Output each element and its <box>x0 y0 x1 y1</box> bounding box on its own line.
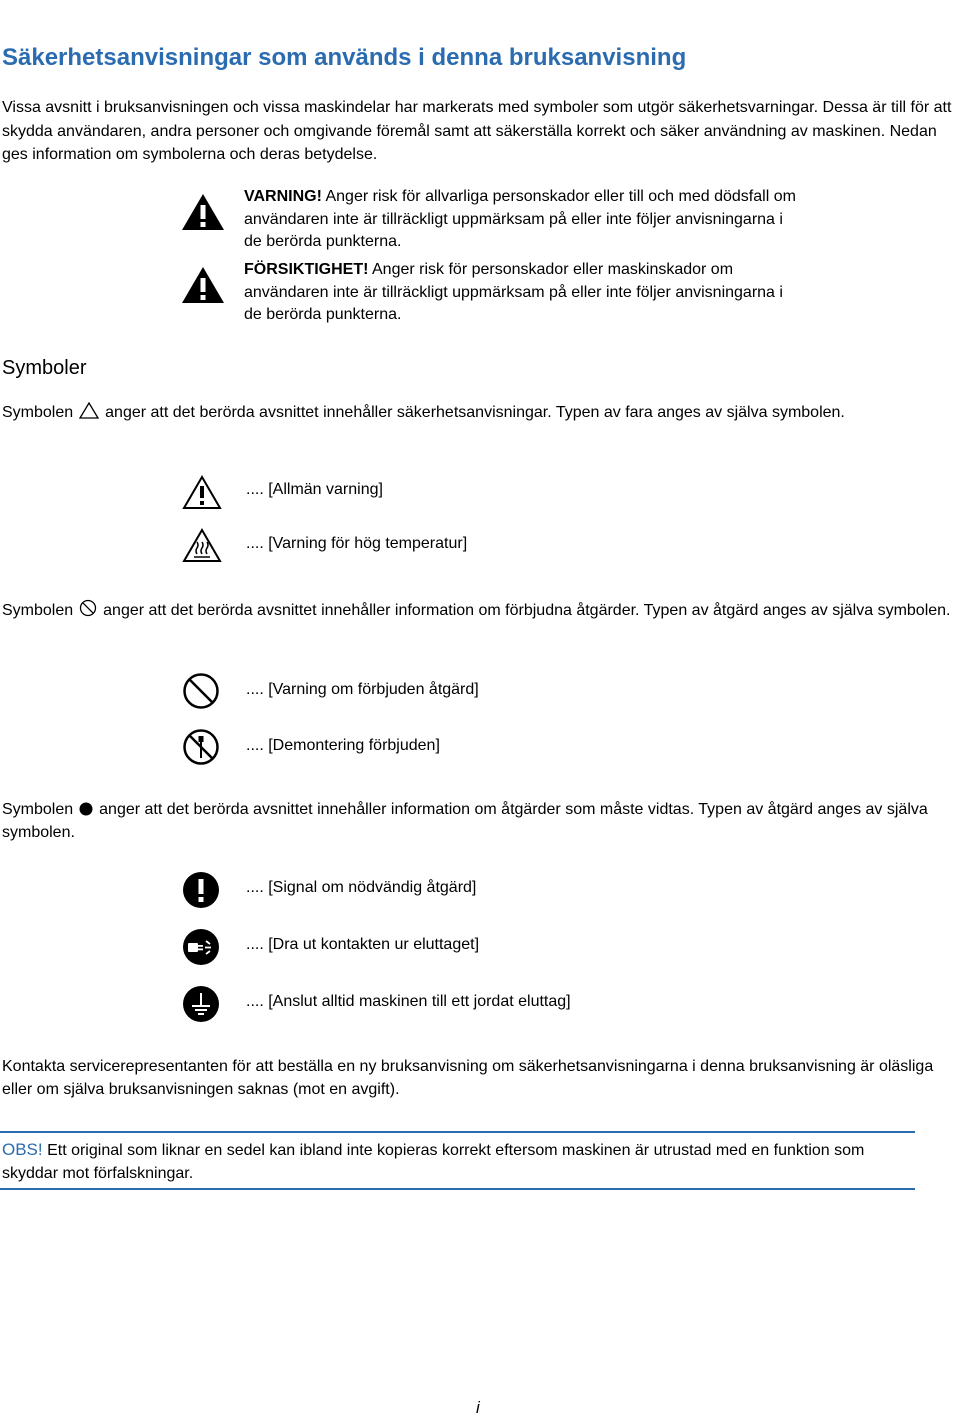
prohibit-para-after: anger att det berörda avsnittet innehåller information om förbjudna åtgärder. Typen av åtgärd anges av själva symbolen. <box>103 602 951 619</box>
obs-text: Ett original som liknar en sedel kan ibland inte kopieras korrekt eftersom maskinen är utrustad med en funktion som skyddar mot förfalskningar. <box>2 1142 865 1182</box>
prohibit-paragraph <box>2 599 960 622</box>
caution-text <box>244 259 804 327</box>
obs-top-divider <box>0 1131 915 1133</box>
disassembly-prohibited-icon <box>182 728 220 766</box>
triangle-outline-icon <box>79 402 99 419</box>
caution-description: Anger risk för personskador eller maskinskador om användaren inte är tillräckligt uppmärksam på eller inte följer anvisningarna i de berörda punkterna. <box>244 261 783 323</box>
unplug-label: .... [Dra ut kontakten ur eluttaget] <box>246 936 480 953</box>
prohibit-outline-icon <box>79 599 97 617</box>
general-warning-icon <box>182 475 222 510</box>
caution-label: FÖRSIKTIGHET! <box>244 261 369 278</box>
disassembly-prohibited-label: .... [Demontering förbjuden] <box>246 737 440 754</box>
ground-icon <box>182 985 220 1023</box>
warning-filled-icon <box>181 193 225 231</box>
unplug-icon <box>182 928 220 966</box>
mandatory-action-icon <box>182 871 220 909</box>
mandatory-para-after: anger att det berörda avsnittet innehåller information om åtgärder som måste vidtas. Typen av åtgärd anges av själva symbolen. <box>2 801 928 841</box>
triangle-paragraph <box>2 401 960 424</box>
page-number: i <box>476 1398 480 1417</box>
page-title: Säkerhetsanvisningar som används i denna bruksanvisning <box>2 44 687 71</box>
triangle-para-before: Symbolen <box>2 404 74 421</box>
obs-label: OBS! <box>2 1140 43 1159</box>
high-temperature-label: .... [Varning för hög temperatur] <box>246 535 468 552</box>
mandatory-para-before: Symbolen <box>2 801 74 818</box>
symbols-heading: Symboler <box>2 357 87 379</box>
warning-label: VARNING! <box>244 188 322 205</box>
contact-paragraph: Kontakta servicerepresentanten för att beställa en ny bruksanvisning om säkerhetsanvisningarna i denna bruksanvisning är oläsliga eller om själva bruksanvisningen saknas (mot en avgift). <box>2 1058 934 1098</box>
mandatory-paragraph <box>2 798 960 844</box>
intro-paragraph: Vissa avsnitt i bruksanvisningen och vissa maskindelar har markerats med symboler som utgör säkerhetsvarningar. Dessa är till för att skydda användaren, andra personer och omgivande föremål samt att säkerställa korrekt och säker användning av maskinen. Nedan ges information om symbolerna och deras betydelse. <box>2 99 952 163</box>
high-temperature-icon <box>182 528 222 563</box>
triangle-para-after: anger att det berörda avsnittet innehåller säkerhetsanvisningar. Typen av fara anges av själva symbolen. <box>105 404 845 421</box>
caution-filled-icon <box>181 266 225 304</box>
obs-bottom-divider <box>0 1188 915 1190</box>
general-warning-label: .... [Allmän varning] <box>246 481 383 498</box>
mandatory-dot-icon <box>79 802 93 816</box>
warning-text <box>244 186 804 254</box>
ground-label: .... [Anslut alltid maskinen till ett jordat eluttag] <box>246 993 571 1010</box>
prohibit-para-before: Symbolen <box>2 602 74 619</box>
mandatory-action-label: .... [Signal om nödvändig åtgärd] <box>246 879 477 896</box>
prohibited-action-icon <box>182 672 220 710</box>
warning-description: Anger risk för allvarliga personskador eller till och med dödsfall om användaren inte är tillräckligt uppmärksam på eller inte följer anvisningarna i de berörda punkterna. <box>244 188 796 250</box>
obs-note <box>2 1138 917 1185</box>
prohibited-action-label: .... [Varning om förbjuden åtgärd] <box>246 681 479 698</box>
